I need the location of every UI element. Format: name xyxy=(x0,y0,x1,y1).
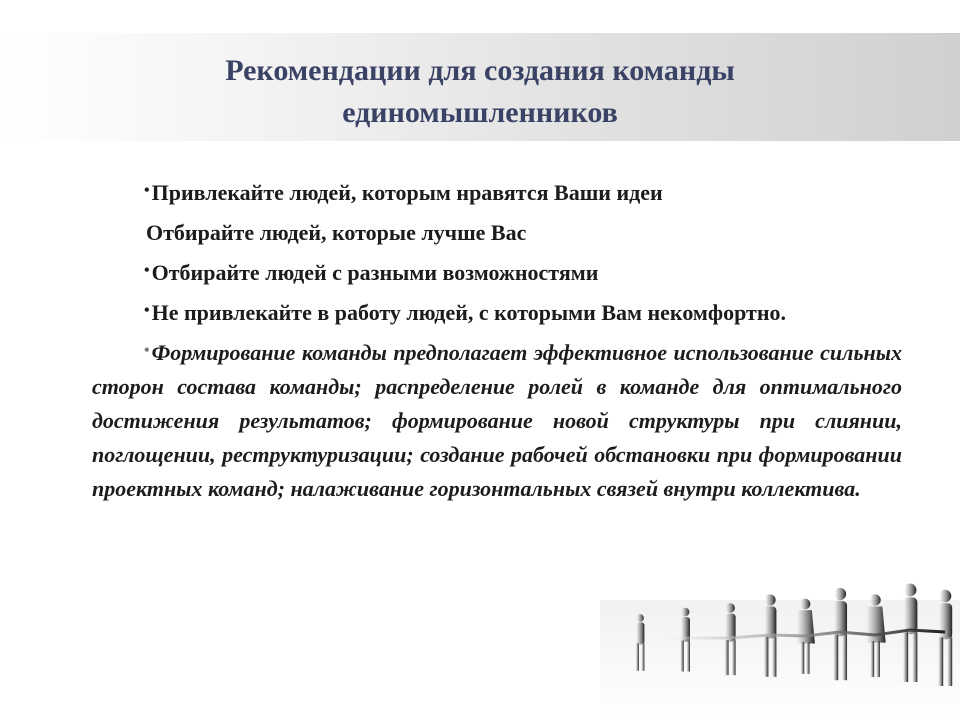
slide-title-line1: Рекомендации для создания команды xyxy=(225,54,735,87)
list-item: •Отбирайте людей с разными возможностями xyxy=(144,260,599,285)
list-item: •Формирование команды предполагает эффективное использование сильных сторон состава команды; распределение ролей в команде для оптимального достижения результатов; формирование новой структуры при слиянии, поглощении, реструктуризации; создание рабочей обстановки при формировании проектных команд; налаживание горизонтальных связей внутри коллектива. xyxy=(92,340,902,501)
slide-title-line2: единомышленников xyxy=(342,96,618,129)
bullet-icon: • xyxy=(144,302,150,319)
slide-title xyxy=(80,50,880,134)
people-silhouette-icon xyxy=(600,580,960,720)
list-item: •Не привлекайте в работу людей, с которыми Вам некомфортно. xyxy=(144,300,787,325)
bullet-list xyxy=(92,176,902,506)
list-item: •Привлекайте людей, которым нравятся Ваши идеи xyxy=(144,180,663,205)
bullet-icon: • xyxy=(144,262,150,279)
bullet-icon: • xyxy=(144,342,150,359)
list-item: Отбирайте людей, которые лучше Вас xyxy=(146,220,527,245)
bullet-icon: • xyxy=(144,182,150,199)
